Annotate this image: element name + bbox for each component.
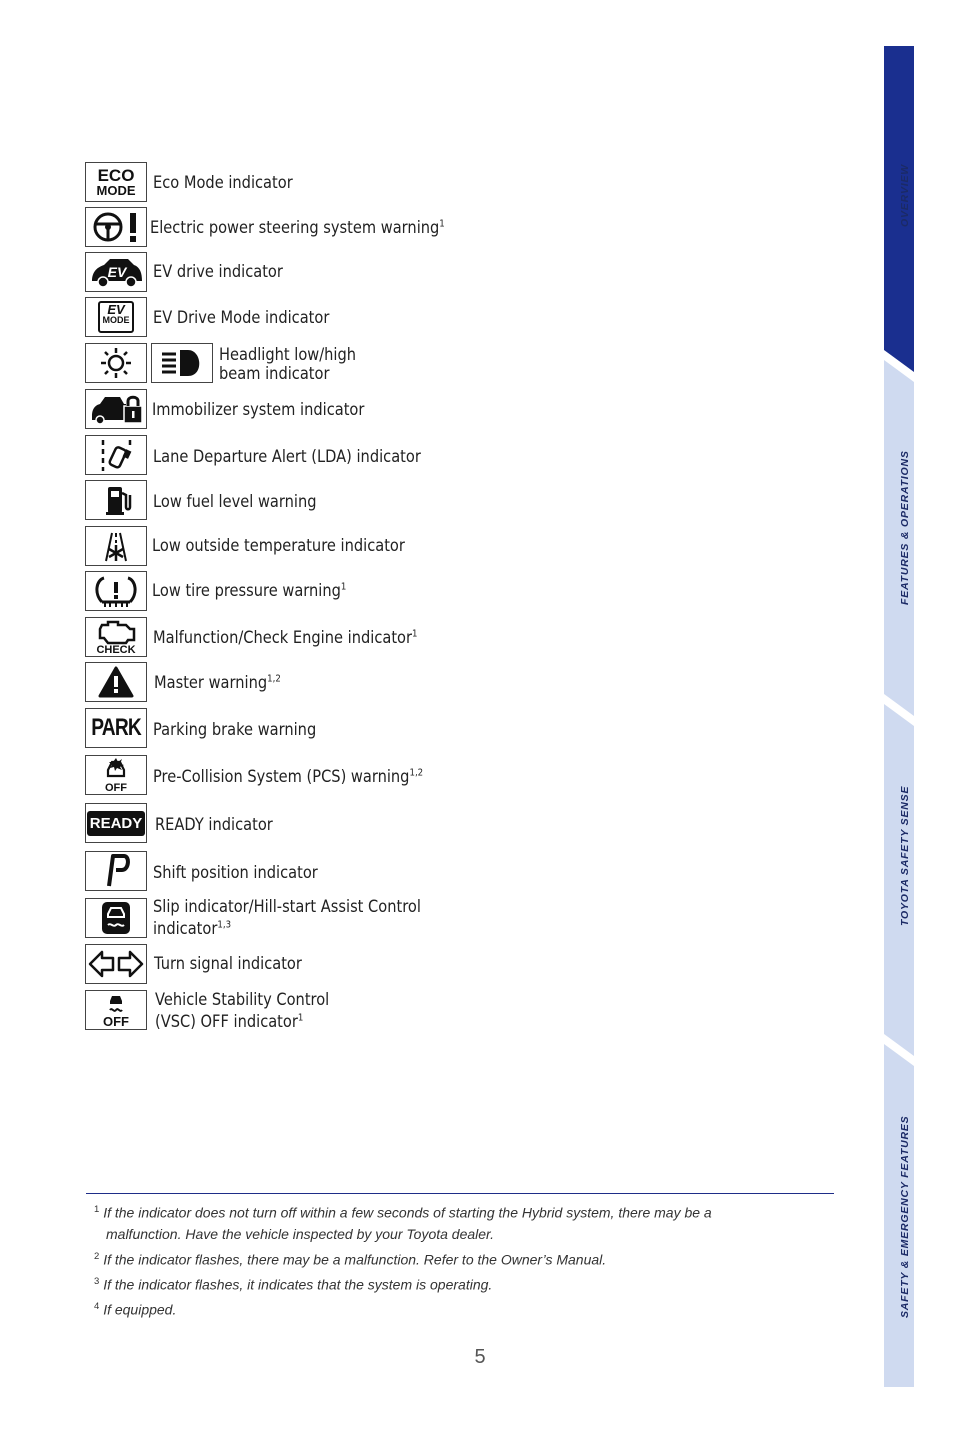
mode-text-small: MODE bbox=[102, 315, 130, 325]
tire-text: Low tire pressure warning bbox=[152, 581, 341, 601]
low-fuel-icon bbox=[85, 480, 147, 520]
slip-text-line2: indicator bbox=[153, 919, 218, 939]
vsc-sup: 1 bbox=[297, 1012, 304, 1024]
headlight-low-icon bbox=[85, 343, 147, 383]
tire-sup: 1 bbox=[340, 581, 347, 593]
vsc-text-line2: (VSC) OFF indicator bbox=[155, 1012, 298, 1032]
slip-label-line1: Slip indicator/Hill-start Assist Control bbox=[153, 897, 421, 917]
lda-label: Lane Departure Alert (LDA) indicator bbox=[153, 447, 421, 467]
turn-signal-label: Turn signal indicator bbox=[154, 954, 302, 974]
footnote-4 bbox=[94, 1296, 844, 1321]
pcs-warning-icon bbox=[85, 755, 147, 795]
vsc-label-line2 bbox=[155, 1012, 303, 1032]
tire-pressure-label bbox=[152, 581, 346, 601]
ev-mode-icon-text: EV bbox=[107, 302, 125, 317]
footnote-2-text: If the indicator flashes, there may be a malfunction. Refer to the Owner’s Manual. bbox=[103, 1251, 607, 1268]
master-warning-icon bbox=[85, 662, 147, 702]
mode-icon-text: MODE bbox=[96, 183, 136, 198]
footnote-2 bbox=[94, 1246, 844, 1271]
footnote-1-text-a: If the indicator does not turn off within a few seconds of starting the Hybrid system, there may be a bbox=[103, 1204, 712, 1221]
footnote-4-text: If equipped. bbox=[103, 1301, 177, 1318]
footnote-3-text: If the indicator flashes, it indicates that the system is operating. bbox=[103, 1276, 493, 1293]
tab-toyota-safety-sense[interactable]: TOYOTA SAFETY SENSE bbox=[899, 785, 911, 926]
turn-signal-icon bbox=[85, 944, 147, 984]
tab-safety-emergency[interactable]: SAFETY & EMERGENCY FEATURES bbox=[899, 1115, 911, 1318]
shift-position-label: Shift position indicator bbox=[153, 863, 318, 883]
pcs-sup: 1,2 bbox=[409, 767, 424, 779]
eps-warning-label bbox=[150, 218, 445, 238]
shift-position-icon bbox=[85, 851, 147, 891]
ready-icon bbox=[85, 803, 147, 843]
page-number: 5 bbox=[474, 1346, 486, 1368]
ev-drive-mode-label: EV Drive Mode indicator bbox=[153, 308, 330, 328]
eco-icon-text: ECO bbox=[97, 166, 135, 185]
tab-overview[interactable]: OVERVIEW bbox=[899, 164, 911, 227]
check-engine-text: Malfunction/Check Engine indicator bbox=[153, 628, 413, 648]
headlight-label-line2: beam indicator bbox=[219, 364, 330, 384]
master-warning-label bbox=[154, 673, 281, 693]
footnote-1-number: 1 bbox=[94, 1204, 100, 1215]
slip-indicator-icon bbox=[85, 898, 147, 938]
check-engine-label bbox=[153, 628, 418, 648]
pcs-off-text: OFF bbox=[105, 782, 127, 794]
low-fuel-label: Low fuel level warning bbox=[153, 492, 317, 512]
vsc-off-icon bbox=[85, 990, 147, 1030]
pcs-text: Pre-Collision System (PCS) warning bbox=[153, 767, 410, 787]
vsc-label-line1: Vehicle Stability Control bbox=[155, 990, 330, 1010]
ev-drive-mode-icon bbox=[85, 297, 147, 337]
ev-icon-text: EV bbox=[107, 264, 127, 280]
footnote-1-text-b: malfunction. Have the vehicle inspected by your Toyota dealer. bbox=[106, 1226, 495, 1243]
tire-pressure-icon bbox=[85, 571, 147, 611]
footnote-3 bbox=[94, 1271, 844, 1296]
tab-features-operations[interactable]: FEATURES & OPERATIONS bbox=[899, 450, 911, 605]
slip-sup: 1,3 bbox=[217, 919, 232, 931]
low-temperature-icon bbox=[85, 526, 147, 566]
eps-sup: 1 bbox=[439, 218, 445, 230]
park-icon bbox=[85, 708, 147, 748]
footnote-4-number: 4 bbox=[94, 1300, 100, 1312]
footnote-divider bbox=[86, 1193, 834, 1194]
pcs-warning-label bbox=[153, 767, 423, 787]
eco-mode-icon bbox=[85, 162, 147, 202]
headlight-high-beam-icon bbox=[151, 343, 213, 383]
parking-brake-label: Parking brake warning bbox=[153, 720, 317, 740]
check-icon-text: CHECK bbox=[96, 644, 136, 656]
immobilizer-icon bbox=[85, 389, 147, 429]
master-sup: 1,2 bbox=[267, 673, 281, 685]
ready-label: READY indicator bbox=[155, 815, 273, 835]
immobilizer-label: Immobilizer system indicator bbox=[152, 400, 365, 420]
vsc-off-text: OFF bbox=[103, 1014, 129, 1029]
eps-text: Electric power steering system warning bbox=[150, 218, 440, 238]
eco-mode-label: Eco Mode indicator bbox=[153, 173, 293, 193]
ready-icon-text: READY bbox=[87, 811, 146, 836]
footnote-3-number: 3 bbox=[94, 1275, 100, 1287]
headlight-label-line1: Headlight low/high bbox=[219, 345, 357, 365]
ev-drive-label: EV drive indicator bbox=[153, 262, 283, 282]
steering-warning-icon bbox=[85, 207, 147, 247]
ev-drive-icon bbox=[85, 252, 147, 292]
low-temperature-label: Low outside temperature indicator bbox=[152, 536, 405, 556]
footnote-2-number: 2 bbox=[94, 1250, 100, 1262]
footnotes bbox=[94, 1199, 844, 1321]
park-icon-text: PARK bbox=[91, 714, 141, 741]
footnote-1 bbox=[94, 1199, 844, 1224]
lane-departure-icon bbox=[85, 435, 147, 475]
master-text: Master warning bbox=[154, 673, 268, 693]
slip-label-line2 bbox=[153, 919, 231, 939]
check-engine-sup: 1 bbox=[412, 628, 418, 640]
check-engine-icon bbox=[85, 617, 147, 657]
